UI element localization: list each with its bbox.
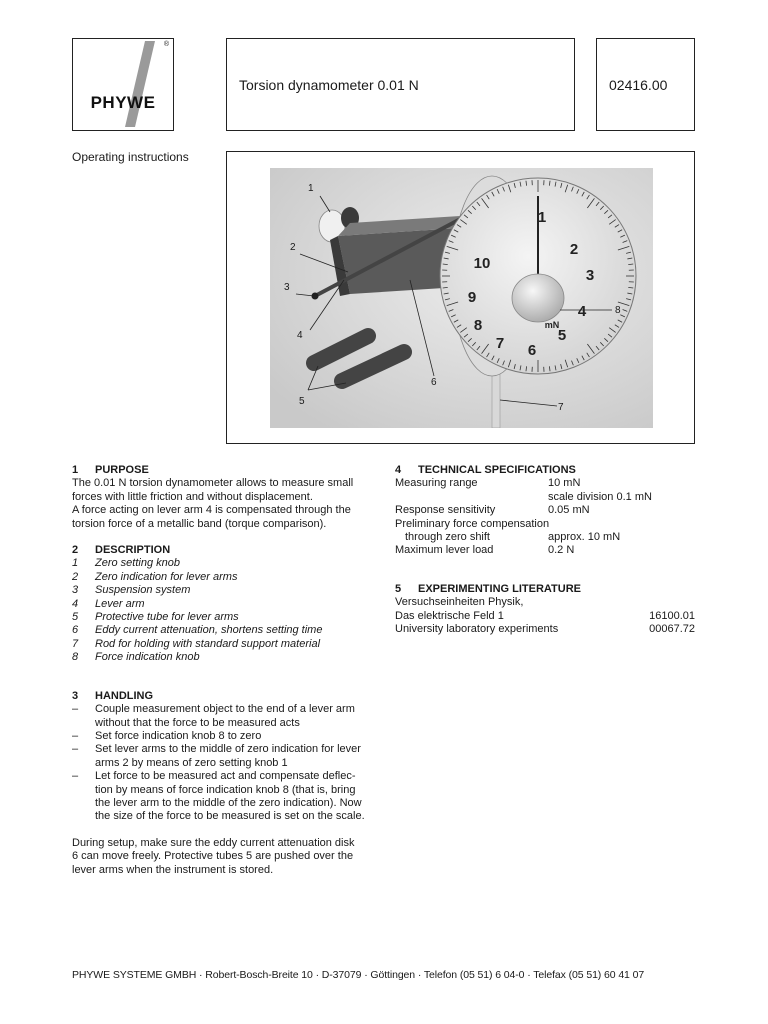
callout-7: 7: [558, 402, 564, 413]
handling-heading: 3 HANDLING: [72, 689, 154, 702]
handling-steps: [72, 703, 374, 824]
footer-address: PHYWE SYSTEME GMBH · Robert-Bosch-Breite 10 · D-37079 · Göttingen · Telefon (05 51) 6 04-0 · Telefax (05 51) 60 41 07: [72, 969, 645, 981]
purpose-text: The 0.01 N torsion dynamometer allows to measure small forces with little friction and without displacement. A force acting on lever arm 4 is compensated through the torsion force of a metallic band (torque comparison).: [72, 477, 354, 530]
table-row: scale division 0.1 mN: [548, 490, 652, 503]
callout-6: 6: [431, 377, 437, 388]
dial-unit: mN: [544, 320, 560, 330]
table-row: Versuchseinheiten Physik,: [395, 596, 524, 609]
table-row: through zero shift approx. 10 mN: [405, 530, 621, 543]
table-row: Response sensitivity 0.05 mN: [395, 504, 590, 517]
torsion-dynamometer-illustration: [270, 168, 653, 428]
callout-4: 4: [297, 330, 303, 341]
table-row: Das elektrische Feld 1 16100.01: [395, 609, 695, 622]
callout-2: 2: [290, 242, 296, 253]
table-row: Maximum lever load 0.2 N: [395, 544, 575, 557]
dial-number: 10: [473, 255, 491, 272]
dial-number: 4: [577, 303, 587, 320]
list-item: 3 Suspension system: [72, 584, 191, 597]
dial-number: 2: [569, 241, 579, 258]
callout-8: 8: [615, 305, 621, 316]
description-list: [72, 557, 374, 664]
table-row: Preliminary force compensation: [395, 517, 550, 530]
specs-heading: 4 TECHNICAL SPECIFICATIONS: [395, 464, 576, 476]
list-item: 4 Lever arm: [72, 597, 145, 610]
right-column: [395, 464, 695, 636]
list-item: – Let force to be measured act and compensate deflec- tion by means of force indication knob 8 (that is, bring the lever arm to the middle of the zero indication). Now the size of the force to be measured is set on the scale.: [72, 770, 365, 823]
registered-mark: ®: [163, 41, 169, 48]
left-column: [72, 464, 374, 877]
instrument-photo: [270, 168, 653, 428]
article-number: 02416.00: [609, 77, 668, 93]
callout-3: 3: [284, 282, 290, 293]
list-item: 5 Protective tube for lever arms: [72, 611, 239, 624]
dial-number: 8: [473, 317, 483, 334]
callout-5: 5: [299, 396, 305, 407]
specs-table: [395, 477, 695, 557]
list-item: – Set lever arms to the middle of zero indication for lever arms 2 by means of zero setting knob 1: [72, 743, 361, 769]
literature-heading: 5 EXPERIMENTING LITERATURE: [395, 582, 581, 595]
table-row: Measuring range 10 mN: [395, 477, 581, 490]
list-item: 8 Force indication knob: [72, 651, 200, 664]
dial-number: 5: [557, 327, 567, 344]
dial-number: 6: [527, 342, 537, 359]
list-item: 6 Eddy current attenuation, shortens setting time: [72, 624, 323, 637]
dial-number: 9: [467, 289, 477, 306]
list-item: 2 Zero indication for lever arms: [72, 570, 238, 583]
table-row: University laboratory experiments 00067.72: [395, 622, 695, 635]
purpose-heading: 1 PURPOSE: [72, 464, 149, 476]
title-box: [226, 38, 575, 131]
dial-number: 1: [537, 209, 547, 226]
description-heading: 2 DESCRIPTION: [72, 544, 171, 557]
logo-text: PHYWE: [90, 93, 156, 112]
subtitle: Operating instructions: [72, 150, 189, 164]
list-item: – Set force indication knob 8 to zero: [72, 729, 262, 742]
literature-table: [395, 596, 695, 636]
handling-note: During setup, make sure the eddy current attenuation disk 6 can move freely. Protective tubes 5 are pushed over the lever arms when the instrument is stored.: [72, 836, 355, 876]
dial-number: 7: [495, 335, 505, 352]
list-item: – Couple measurement object to the end of a lever arm without that the force to be measured acts: [72, 703, 355, 729]
logo-box: [72, 38, 174, 131]
dial-number: 3: [585, 267, 595, 284]
phywe-logo-slash-icon: [73, 39, 173, 130]
document-title: Torsion dynamometer 0.01 N: [239, 77, 419, 93]
callout-1: 1: [308, 183, 314, 194]
list-item: 7 Rod for holding with standard support material: [72, 637, 321, 650]
list-item: 1 Zero setting knob: [72, 557, 180, 570]
code-box: [596, 38, 695, 131]
